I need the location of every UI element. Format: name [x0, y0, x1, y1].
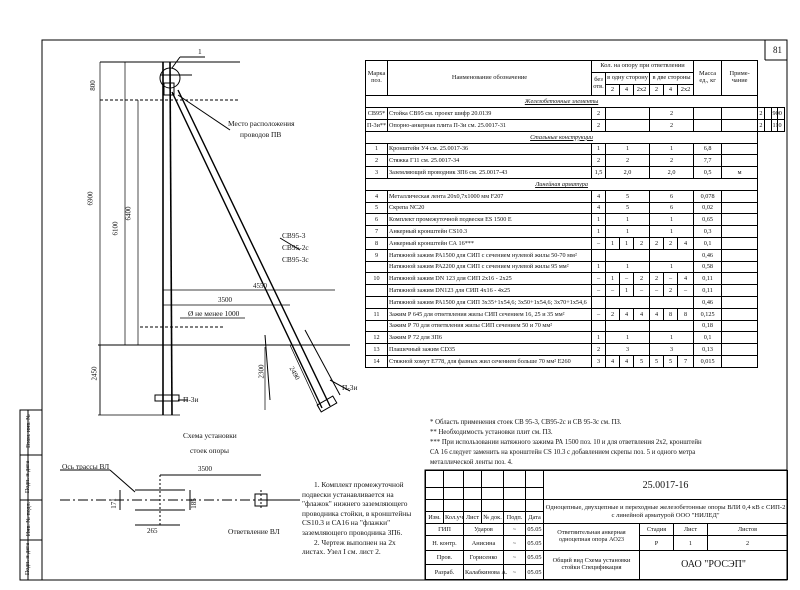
person-sign: ~ [504, 524, 526, 536]
cell-value [722, 332, 758, 344]
specification-body [366, 96, 785, 367]
plan-dim-265: 265 [147, 527, 158, 535]
cell-value: 0,1 [694, 332, 722, 344]
cell-value: 1 [606, 226, 650, 238]
cell-value: 2 [650, 155, 694, 167]
person-name: Ударов [464, 524, 504, 536]
th-name: Наименование обозначение [388, 61, 592, 96]
cell-value: 900 [771, 108, 778, 120]
spec-row [366, 308, 785, 320]
doc-code: 25.0017-16 [544, 471, 788, 500]
cell-value: – [592, 237, 606, 249]
cell-value [722, 261, 758, 273]
cell-pos: 13 [366, 344, 388, 356]
cell-name: Зажим Р 645 для ответвления жилы СИП сечением 16, 25 и 35 мм² [388, 308, 592, 320]
person-sign: ~ [504, 536, 526, 551]
cell-value: 1 [620, 285, 634, 297]
spec-row [366, 155, 785, 167]
section-heading: Стальные конструкции [366, 131, 758, 143]
cell-value [722, 202, 758, 214]
sheet-value: 1 [674, 536, 708, 551]
cell-value: 6 [650, 202, 694, 214]
note-line: листах. Узел I см. лист 2. [302, 547, 381, 557]
cell-value: – [664, 273, 678, 285]
cell-value: 2 [592, 155, 606, 167]
cell-value: 7,7 [694, 155, 722, 167]
cell-pos: 3 [366, 167, 388, 179]
cell-value [606, 119, 650, 131]
person-date: 05.05 [526, 524, 544, 536]
cell-name: Опорно-анкерная плита П-3и см. 25.0017-31 [388, 119, 592, 131]
cell-value: 2 [592, 119, 606, 131]
cell-value [722, 155, 758, 167]
axis-label: Ось трассы ВЛ [62, 462, 110, 471]
cell-pos: 11 [366, 308, 388, 320]
cell-value: 2 [650, 108, 694, 120]
cell-pos: 8 [366, 237, 388, 249]
dim-3500: 3500 [218, 296, 232, 304]
cell-value: 4 [606, 355, 620, 367]
cell-value: 4 [678, 273, 694, 285]
label-wire-place-1: Место расположения [228, 119, 295, 128]
footnote-4: СА 16 следует заменить на кронштейн CS 10.3 с добавлением скрепы поз. 5 и одного метра [430, 449, 696, 456]
dim-6400: 6400 [124, 206, 133, 221]
spec-row [366, 108, 785, 120]
cell-value: 1 [650, 143, 694, 155]
cell-value: 4 [592, 190, 606, 202]
spec-row [366, 190, 785, 202]
cell-value [722, 273, 758, 285]
dim-6100: 6100 [111, 221, 120, 236]
cell-value: 1 [592, 143, 606, 155]
cell-name: Натяжной зажим DN123 для СИП 4х16 - 4х25 [388, 285, 592, 297]
dim-2450: 2450 [90, 366, 99, 381]
plate-right-label: П-3и [342, 383, 358, 392]
cell-value: 2 [650, 273, 664, 285]
cell-pos [366, 320, 388, 332]
cell-name: Натяжной зажим DN 123 для СИП 2х16 - 2х25 [388, 273, 592, 285]
cell-value: 0,1 [694, 237, 722, 249]
spec-row [366, 273, 785, 285]
th-sub: 4 [620, 84, 634, 96]
cell-value: 1 [606, 273, 620, 285]
spec-row [366, 131, 785, 143]
cell-value [650, 249, 694, 261]
th-kol: Кол.уч [444, 512, 464, 524]
cell-pos: П-3и** [366, 119, 388, 131]
cell-value: 2 [606, 155, 650, 167]
spec-row [366, 226, 785, 238]
cell-value: 0,46 [694, 249, 722, 261]
cell-value: – [592, 273, 606, 285]
plan-scheme [60, 470, 300, 525]
cell-value: 2 [664, 285, 678, 297]
spec-row [366, 344, 785, 356]
cell-value [722, 249, 758, 261]
dim-800: 800 [88, 80, 97, 91]
person-date: 05.05 [526, 550, 544, 565]
th-none: без отв. [592, 72, 606, 96]
title-block [425, 470, 788, 580]
cell-value: 1 [606, 261, 650, 273]
cell-value: 0,02 [694, 202, 722, 214]
sheet-header: Лист [674, 524, 708, 536]
side-stamp-1: Взам. инв. № [25, 414, 32, 448]
cell-value: 1 [606, 237, 620, 249]
doc-contents: Общий вид Схема установки стойки Спецификация [544, 550, 640, 579]
cell-name: Кронштейн У4 см. 25.0017-36 [388, 143, 592, 155]
cell-pos: 4 [366, 190, 388, 202]
cell-value: 4 [650, 308, 664, 320]
spec-row [366, 237, 785, 249]
cell-value [722, 108, 758, 120]
cell-pos [366, 296, 388, 308]
cell-value: 1 [650, 226, 694, 238]
spec-row [366, 96, 785, 108]
spec-row [366, 355, 785, 367]
person-role: Пров. [426, 550, 464, 565]
cell-value: 3 [650, 344, 694, 356]
spec-row [366, 249, 785, 261]
cell-value: 5 [634, 355, 650, 367]
person-date: 05.05 [526, 565, 544, 580]
cell-value: 0,46 [694, 296, 722, 308]
cell-value: 4 [678, 237, 694, 249]
cell-value [606, 320, 650, 332]
cell-value [606, 296, 650, 308]
cell-value [722, 308, 758, 320]
cell-value: 5 [606, 190, 650, 202]
cell-value: 0,13 [694, 344, 722, 356]
th-sub: 2 [606, 84, 620, 96]
cell-value [694, 108, 722, 120]
pole-type-3: СВ95-3с [282, 255, 309, 264]
cell-value: 1 [606, 143, 650, 155]
pole-type-2: СВ95-2с [282, 243, 309, 252]
cell-value: 5 [606, 202, 650, 214]
cell-value: 2 [758, 119, 765, 131]
cell-value [592, 296, 606, 308]
cell-value [722, 214, 758, 226]
cell-value: 0,11 [694, 285, 722, 297]
cell-value: 4 [592, 202, 606, 214]
cell-name: Стяжной хомут Е778, для фазных жил сечением больше 70 мм² Е260 [388, 355, 592, 367]
cell-value [606, 249, 650, 261]
spec-row [366, 202, 785, 214]
object-name: Ответвительная анкерная одноцепная опора АО23 [544, 524, 640, 551]
person-name: Калабкинова А. [464, 565, 504, 580]
dim-6900: 6900 [86, 191, 95, 206]
spec-row [366, 214, 785, 226]
person-name: Анисина [464, 536, 504, 551]
cell-value: 5 [650, 355, 664, 367]
cell-name: Анкерный кронштейн СА 16*** [388, 237, 592, 249]
cell-value: – [606, 285, 620, 297]
cell-value: 2 [758, 108, 765, 120]
side-stamp-3: Инв. № подл. [26, 501, 33, 537]
cell-value [722, 226, 758, 238]
spec-row [366, 167, 785, 179]
cell-name: Натяжной зажим РА2200 для СИП с сечением нулевой жилы 95 мм² [388, 261, 592, 273]
cell-value: 2,0 [650, 167, 694, 179]
cell-pos [366, 285, 388, 297]
cell-value: 3 [606, 344, 650, 356]
doc-title: Одноцепные, двухцепные и переходные железобетонные опоры ВЛИ 0,4 кВ с СИП-2 с линейной арматурой ООО "НИЛЕД" [544, 500, 788, 524]
cell-value: 0,015 [694, 355, 722, 367]
cell-value [694, 119, 722, 131]
cell-value [722, 190, 758, 202]
cell-value: 5 [664, 355, 678, 367]
cell-value: 3 [592, 355, 606, 367]
person-name: Горисенко [464, 550, 504, 565]
cell-value: 6 [650, 190, 694, 202]
cell-value: 110 [771, 119, 778, 131]
stage-header: Стадия [640, 524, 674, 536]
cell-value [592, 249, 606, 261]
side-stamp-2: Подп. и дата [25, 460, 32, 494]
cell-value: м [722, 167, 758, 179]
cell-value [722, 355, 758, 367]
th-doc: № док. [482, 512, 504, 524]
spec-row [366, 143, 785, 155]
footnote-3: *** При использовании натяжного зажима РА 1500 поз. 10 и для ответвления 2х2, кронштейн [430, 439, 702, 446]
pole-type-1: СВ95-3 [282, 231, 306, 240]
cell-value [592, 320, 606, 332]
cell-value [650, 296, 694, 308]
cell-value: 0,11 [694, 273, 722, 285]
cell-value: 1 [592, 332, 606, 344]
cell-value: 1 [606, 214, 650, 226]
cell-pos: 1 [366, 143, 388, 155]
person-role: Н. контр. [426, 536, 464, 551]
plan-dim-3500: 3500 [198, 465, 212, 473]
cell-value: 1 [592, 226, 606, 238]
cell-value [764, 119, 771, 131]
cell-value: – [620, 273, 634, 285]
section-heading: Линейная арматура [366, 178, 758, 190]
spec-row [366, 332, 785, 344]
cell-value: 0,125 [694, 308, 722, 320]
cell-value: – [634, 285, 650, 297]
cell-value: – [650, 285, 664, 297]
cell-value: 1 [592, 214, 606, 226]
cell-value: 2 [592, 108, 606, 120]
cell-value: – [592, 308, 606, 320]
branch-label: Ответвление ВЛ [228, 527, 280, 536]
th-sign: Подп. [504, 512, 526, 524]
cell-name: Скрепа NC20 [388, 202, 592, 214]
th-pos: Марка поз. [366, 61, 388, 96]
cell-value [722, 143, 758, 155]
note-line: проводника стойки, в кронштейны [302, 508, 412, 518]
cell-value: 2,0 [606, 167, 650, 179]
spec-row [366, 178, 785, 190]
cell-value [722, 344, 758, 356]
cell-value: 8 [678, 308, 694, 320]
cell-name: Анкерный кронштейн CS10.3 [388, 226, 592, 238]
cell-value: 0,078 [694, 190, 722, 202]
caption-1: Схема установки [183, 431, 237, 440]
spec-row [366, 119, 785, 131]
cell-name: Зажим Р 70 для ответвления жилы СИП сечением 50 и 70 мм² [388, 320, 592, 332]
footnote-2: ** Необходимость установки плит см. ПЗ. [430, 429, 553, 436]
cell-value: 6,8 [694, 143, 722, 155]
organization: ОАО "РОСЭП" [640, 550, 788, 579]
person-sign: ~ [504, 565, 526, 580]
cell-pos: 10 [366, 273, 388, 285]
note-line: CS10.3 и СА16 на "флажки" [302, 518, 391, 528]
side-stamp-4: Подп. и дата [25, 542, 32, 576]
cell-name: Металлическая лента 20х0,7х1000 мм F207 [388, 190, 592, 202]
general-notes [302, 480, 422, 557]
spec-row [366, 285, 785, 297]
cell-name: Стойка СВ95 см. проект шифр 20.0139 [388, 108, 592, 120]
cell-value: 0,18 [694, 320, 722, 332]
cell-pos [366, 261, 388, 273]
th-mass: Масса ед., кг [694, 61, 722, 96]
cell-name: Заземляющий проводник ЗП6 см. 25.0017-43 [388, 167, 592, 179]
note-line: подвески устанавливается на [302, 489, 394, 499]
note-line: "флажок" нижнего заземляющего [302, 499, 408, 509]
cell-value: 1 [606, 332, 650, 344]
cell-value: 1 [650, 261, 694, 273]
cell-name: Плашечный зажим CD35 [388, 344, 592, 356]
cell-value [722, 296, 758, 308]
person-date: 05.05 [526, 536, 544, 551]
cell-value: 1,5 [592, 167, 606, 179]
cell-pos: 12 [366, 332, 388, 344]
cell-value: 7 [678, 355, 694, 367]
th-sub: 2х2 [678, 84, 694, 96]
cell-value: 2 [634, 237, 650, 249]
cell-value: 2 [606, 308, 620, 320]
callout-1: 1 [198, 47, 202, 56]
th-two: в две стороны [650, 72, 694, 84]
cell-name: Натяжной зажим РА1500 для СИП 3х35+1х54,6; 3х50+1х54,6; 3х70+1х54,6 [388, 296, 592, 308]
th-sub: 2 [650, 84, 664, 96]
footnote-5: металлической ленты поз. 4. [430, 459, 513, 466]
cell-value [722, 285, 758, 297]
dim-4550: 4550 [253, 282, 267, 290]
cell-name: Стяжка Г11 см. 25.0017-34 [388, 155, 592, 167]
dim-2490: 2490 [287, 365, 302, 382]
person-sign: ~ [504, 550, 526, 565]
plan-dim-171: 171 [109, 498, 118, 509]
cell-value: 4 [634, 308, 650, 320]
cell-value: 2 [634, 273, 650, 285]
person-role: ГИП [426, 524, 464, 536]
cell-value [650, 320, 694, 332]
note-line: 1. Комплект промежуточной [314, 480, 404, 489]
note-line: 2. Чертеж выполнен на 2х [314, 537, 396, 547]
cell-value: 0,3 [694, 226, 722, 238]
spec-row [366, 320, 785, 332]
sheet-number: 81 [773, 45, 782, 55]
th-sub: 4 [664, 84, 678, 96]
cell-value: 0,58 [694, 261, 722, 273]
th-izm: Изм. [426, 512, 444, 524]
note-line: заземляющего проводника ЗП6. [302, 527, 403, 537]
th-date: Дата [526, 512, 544, 524]
th-note: Приме- чание [722, 61, 758, 96]
cell-value: – [678, 285, 694, 297]
cell-name: Зажим Р 72 для ЗП6 [388, 332, 592, 344]
sheets-value: 2 [708, 536, 788, 551]
cell-value: 0,5 [694, 167, 722, 179]
th-qty: Кол. на опору при ответвлении [592, 61, 694, 73]
cell-value: 1 [620, 237, 634, 249]
cell-value [722, 320, 758, 332]
cell-value: 4 [620, 355, 634, 367]
cell-value [764, 108, 771, 120]
cell-name: Натяжной зажим РА1500 для СИП с сечением нулевой жилы 50-70 мм² [388, 249, 592, 261]
cell-value [722, 237, 758, 249]
cell-value: 8 [664, 308, 678, 320]
plan-dim-185: 185 [189, 498, 198, 509]
cell-value: 0,65 [694, 214, 722, 226]
th-sub: 2х2 [634, 84, 650, 96]
person-role: Разраб. [426, 565, 464, 580]
cell-value: 1 [650, 332, 694, 344]
sheets-header: Листов [708, 524, 788, 536]
cell-pos: 2 [366, 155, 388, 167]
label-wire-place-2: проводов ПВ [240, 130, 282, 139]
pole-elevation [98, 57, 350, 415]
cell-pos: 9 [366, 249, 388, 261]
spec-row [366, 296, 785, 308]
label-diameter: Ø не менее 1000 [188, 309, 240, 318]
cell-value: 4 [620, 308, 634, 320]
cell-pos: 14 [366, 355, 388, 367]
caption-2: стоек опоры [190, 446, 229, 455]
cell-value: 2 [664, 237, 678, 249]
specification-table [365, 60, 785, 368]
section-heading: Железобетонные элементы [366, 96, 758, 108]
cell-value: – [592, 285, 606, 297]
cell-pos: 6 [366, 214, 388, 226]
cell-value: 2 [650, 237, 664, 249]
cell-name: Комплект промежуточной подвески ES 1500 Е [388, 214, 592, 226]
cell-value: 1 [650, 214, 694, 226]
dim-2300: 2300 [257, 364, 266, 379]
cell-value: 2 [650, 119, 694, 131]
footnote-1: * Область применения стоек СВ 95-3, СВ95-2с и СВ 95-3с см. ПЗ. [430, 419, 622, 426]
cell-pos: 5 [366, 202, 388, 214]
cell-pos: СВ95* [366, 108, 388, 120]
spec-row [366, 261, 785, 273]
stage-value: Р [640, 536, 674, 551]
cell-value: 1 [592, 261, 606, 273]
cell-value [606, 108, 650, 120]
plate-left-label: П-3и [183, 395, 199, 404]
th-one: в одну сторону [606, 72, 650, 84]
cell-pos: 7 [366, 226, 388, 238]
cell-value: 2 [592, 344, 606, 356]
th-list: Лист [464, 512, 482, 524]
cell-value [722, 119, 758, 131]
